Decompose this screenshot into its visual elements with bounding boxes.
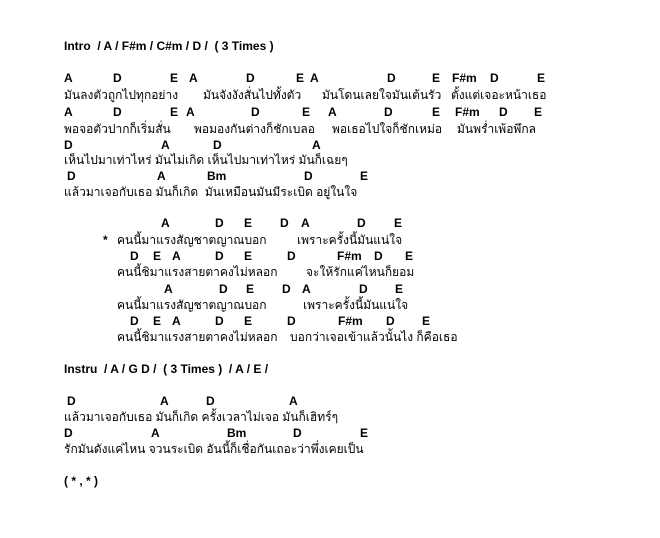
repeat-note: ( * , * )	[64, 474, 99, 488]
chord: D	[246, 71, 255, 85]
instru-line: Instru / A / G D / ( 3 Times ) / A / E /	[64, 362, 269, 376]
chord: A	[310, 71, 319, 85]
chord: E	[394, 216, 403, 230]
lyric: คนนี้มาแรงสัญชาตญาณบอก	[117, 298, 267, 312]
chord: D	[113, 105, 122, 119]
chord: D	[287, 249, 296, 263]
chord: D	[67, 169, 76, 183]
chord: E	[432, 105, 441, 119]
lyric: แล้วมาเจอกับเธอ มันก็เกิด ครั้งเวลาไม่เจอ มันก็เฮิทร์ๆ	[64, 410, 339, 424]
chord: E	[296, 71, 305, 85]
lyric: บอกว่าเจอเข้าแล้วนั้นไง ก็คือเธอ	[290, 330, 458, 344]
chord: A	[189, 71, 198, 85]
chord: E	[360, 426, 369, 440]
lyric: เพราะครั้งนี้มันแน่ใจ	[303, 298, 409, 312]
lyric: คนนี้ชิมาแรงสายตาคงไม่หลอก	[117, 330, 278, 344]
chord: D	[113, 71, 122, 85]
lyric: มันลงตัวถูกไปทุกอย่าง	[64, 88, 179, 102]
chord: A	[172, 249, 181, 263]
chord: D	[287, 314, 296, 328]
chord: D	[499, 105, 508, 119]
chord: E	[170, 105, 179, 119]
chord: A	[157, 169, 166, 183]
chord: D	[206, 394, 215, 408]
chord: Bm	[227, 426, 247, 440]
chord: D	[384, 105, 393, 119]
chord: A	[301, 216, 310, 230]
chord: A	[164, 282, 173, 296]
chord: E	[395, 282, 404, 296]
chord: D	[359, 282, 368, 296]
chord: A	[328, 105, 337, 119]
chord: D	[67, 394, 76, 408]
chord: D	[357, 216, 366, 230]
chord: A	[312, 138, 321, 152]
chord: E	[405, 249, 414, 263]
chord: F#m	[338, 314, 363, 328]
chord: D	[387, 71, 396, 85]
chord: D	[130, 249, 139, 263]
chord: A	[161, 216, 170, 230]
chord: E	[302, 105, 311, 119]
chord: A	[160, 394, 169, 408]
chord: D	[490, 71, 499, 85]
chord: D	[280, 216, 289, 230]
chord: Bm	[207, 169, 227, 183]
lyric: พอจอตัวปากก็เริ่มสั่น	[64, 122, 171, 136]
chord: A	[64, 105, 73, 119]
chord: E	[244, 249, 253, 263]
lyric: มันพร่ำเพ้อพึกล	[457, 122, 536, 136]
chord: E	[537, 71, 546, 85]
chord: D	[251, 105, 260, 119]
chord: E	[153, 314, 162, 328]
chord: D	[304, 169, 313, 183]
chord: E	[244, 216, 253, 230]
chord: D	[293, 426, 302, 440]
lyric: มันโดนเลยใจมันเต้นรัว	[322, 88, 442, 102]
chord: D	[374, 249, 383, 263]
chord: E	[534, 105, 543, 119]
chord: E	[360, 169, 369, 183]
lyric: จะให้รักแค่ไหนก็ยอม	[306, 265, 415, 279]
chord: A	[172, 314, 181, 328]
lyric: เห็นไปมาเท่าไหร่ มันไม่เกิด เห็นไปมาเท่าไหร่ มันก็เฉยๆ	[64, 153, 348, 167]
chord: F#m	[337, 249, 362, 263]
chord: D	[219, 282, 228, 296]
chord: E	[153, 249, 162, 263]
chord: D	[215, 314, 224, 328]
chord: D	[215, 216, 224, 230]
chord: A	[161, 138, 170, 152]
chord: F#m	[452, 71, 477, 85]
lyric: ตั้งแต่เจอะหน้าเธอ	[451, 88, 547, 102]
chord: E	[422, 314, 431, 328]
chord: D	[386, 314, 395, 328]
chord: A	[151, 426, 160, 440]
lyric: เพราะครั้งนี้มันแน่ใจ	[297, 233, 403, 247]
lyric: พอมองกันต่างก็ชักเบลอ	[194, 122, 315, 136]
chord: E	[244, 314, 253, 328]
chord: D	[64, 138, 73, 152]
lyric: รักมันดังแค่ไหน จวนระเบิด อันนี้ก็เชื่อกันเถอะว่าพึ่งเคยเป็น	[64, 442, 364, 456]
chord: E	[432, 71, 441, 85]
chord: D	[215, 249, 224, 263]
lyric: มันจังงังสั่นไปทั้งตัว	[203, 88, 302, 102]
lyric: แล้วมาเจอกับเธอ มันก็เกิด มันเหมือนมันมีระเบิด อยู่ในใจ	[64, 185, 358, 199]
chord: A	[64, 71, 73, 85]
chord: E	[170, 71, 179, 85]
chord: D	[213, 138, 222, 152]
intro-line: Intro / A / F#m / C#m / D / ( 3 Times )	[64, 39, 274, 53]
chord: D	[282, 282, 291, 296]
chord: D	[130, 314, 139, 328]
chord: A	[186, 105, 195, 119]
lyric: คนนี้มาแรงสัญชาตญาณบอก	[117, 233, 267, 247]
chord: F#m	[455, 105, 480, 119]
lyric: คนนี้ชิมาแรงสายตาคงไม่หลอก	[117, 265, 278, 279]
lyric: พอเธอไปใจก็ชักเหม่อ	[332, 122, 443, 136]
chord: E	[246, 282, 255, 296]
chord: A	[302, 282, 311, 296]
chord: D	[64, 426, 73, 440]
chord: A	[289, 394, 298, 408]
chorus-marker: *	[103, 233, 108, 247]
